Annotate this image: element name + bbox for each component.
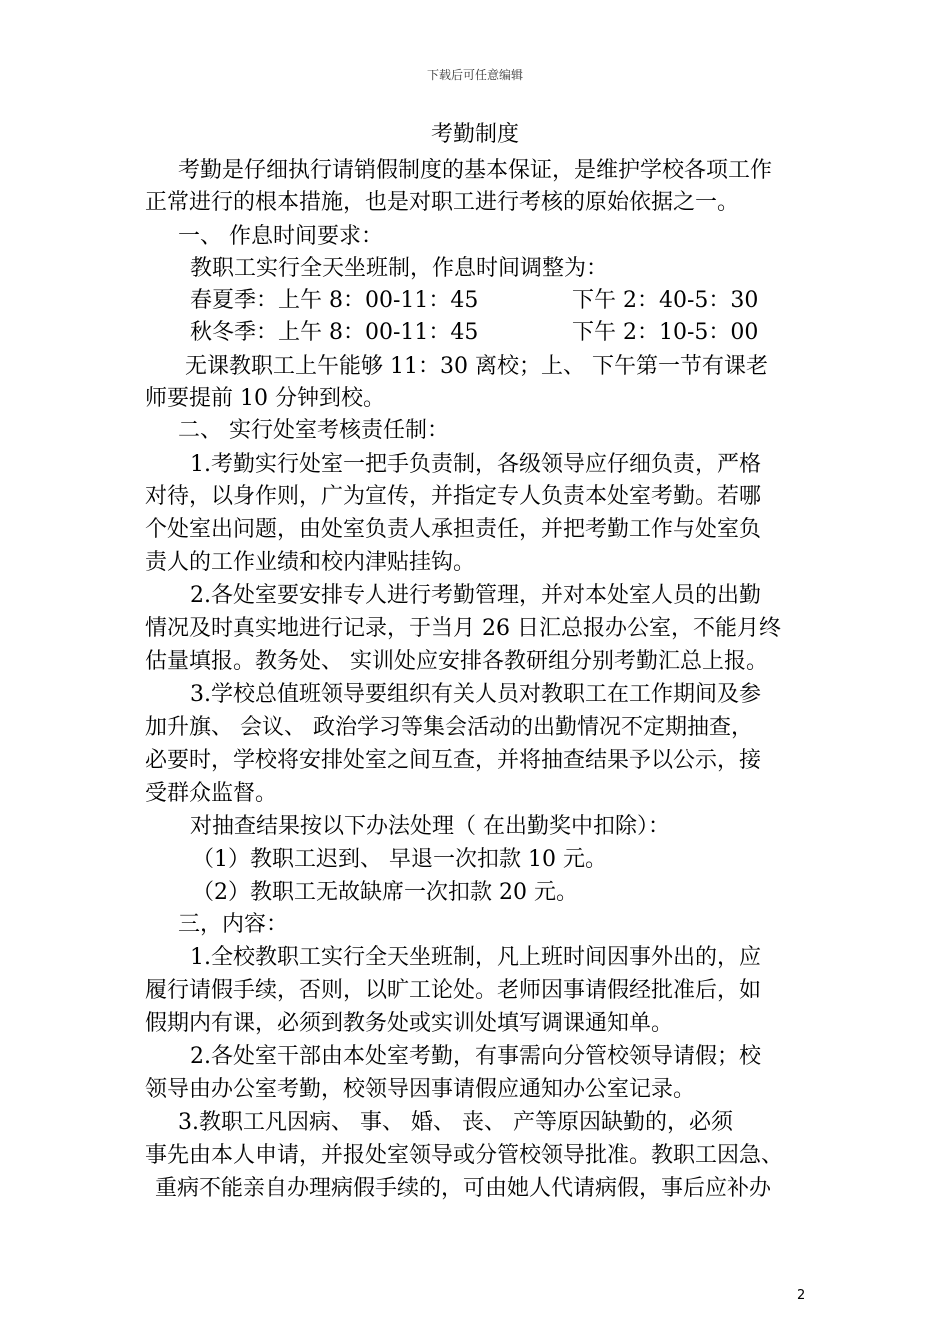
schedule-autumn-afternoon: 下午 2：10-5：00 [572,320,759,345]
paragraph-line: 1.全校教职工实行全天坐班制，凡上班时间因事外出的，应 [190,945,761,970]
paragraph-line: 必要时，学校将安排处室之间互查，并将抽查结果予以公示，接 [145,748,762,773]
paragraph-line: 情况及时真实地进行记录，于当月 26 日汇总报办公室，不能月终 [145,616,781,641]
paragraph-line: 教职工实行全天坐班制，作息时间调整为： [190,256,609,281]
page-header: 下载后可任意编辑 [426,68,523,82]
paragraph-line: 无课教职工上午能够 11：30 离校；上、 下午第一节有课老 [185,354,768,379]
schedule-spring-morning: 春夏季：上午 8：00-11：45 [190,288,479,313]
paragraph-line: 个处室出问题，由处室负责人承担责任，并把考勤工作与处室负 [145,517,762,542]
paragraph-line: 2.各处室要安排专人进行考勤管理，并对本处室人员的出勤 [190,583,761,608]
list-item: （1）教职工迟到、 早退一次扣款 10 元。 [192,847,607,872]
section-heading: 二、 实行处室考核责任制： [178,418,449,443]
paragraph-line: 3.教职工凡因病、 事、 婚、 丧、 产等原因缺勤的，必须 [178,1110,733,1135]
paragraph-line: 估量填报。教务处、 实训处应安排各教研组分别考勤汇总上报。 [145,649,768,674]
paragraph-line: 事先由本人申请，并报处室领导或分管校领导批准。教职工因急、 [145,1143,784,1168]
paragraph-line: 履行请假手续，否则，以旷工论处。老师因事请假经批准后，如 [145,978,762,1003]
section-heading: 三，内容： [178,912,289,937]
paragraph-line: 考勤是仔细执行请销假制度的基本保证，是维护学校各项工作 [178,158,773,183]
document-title: 考勤制度 [430,122,519,147]
paragraph-line: 对待，以身作则，广为宣传，并指定专人负责本处室考勤。若哪 [145,484,762,509]
paragraph-line: 对抽查结果按以下办法处理（ 在出勤奖中扣除）： [190,814,670,839]
list-item: （2）教职工无故缺席一次扣款 20 元。 [192,880,578,905]
schedule-spring-afternoon: 下午 2：40-5：30 [572,288,759,313]
paragraph-line: 1.考勤实行处室一把手负责制，各级领导应仔细负责，严格 [190,452,761,477]
paragraph-line: 3.学校总值班领导要组织有关人员对教职工在工作期间及参 [190,682,761,707]
paragraph-line: 正常进行的根本措施，也是对职工进行考核的原始依据之一。 [145,190,740,215]
paragraph-line: 师要提前 10 分钟到校。 [145,386,385,411]
paragraph-line: 加升旗、 会议、 政治学习等集会活动的出勤情况不定期抽查， [145,715,753,740]
paragraph-line: 重病不能亲自办理病假手续的，可由她人代请病假，事后应补办 [155,1176,772,1201]
paragraph-line: 领导由办公室考勤，校领导因事请假应通知办公室记录。 [145,1077,696,1102]
page-number: 2 [797,1288,806,1303]
paragraph-line: 受群众监督。 [145,781,278,806]
paragraph-line: 责人的工作业绩和校内津贴挂钩。 [145,550,476,575]
paragraph-line: 假期内有课，必须到教务处或实训处填写调课通知单。 [145,1011,674,1036]
paragraph-line: 2.各处室干部由本处室考勤，有事需向分管校领导请假；校 [190,1044,761,1069]
schedule-autumn-morning: 秋冬季：上午 8：00-11：45 [190,320,479,345]
section-heading: 一、 作息时间要求： [178,224,383,249]
